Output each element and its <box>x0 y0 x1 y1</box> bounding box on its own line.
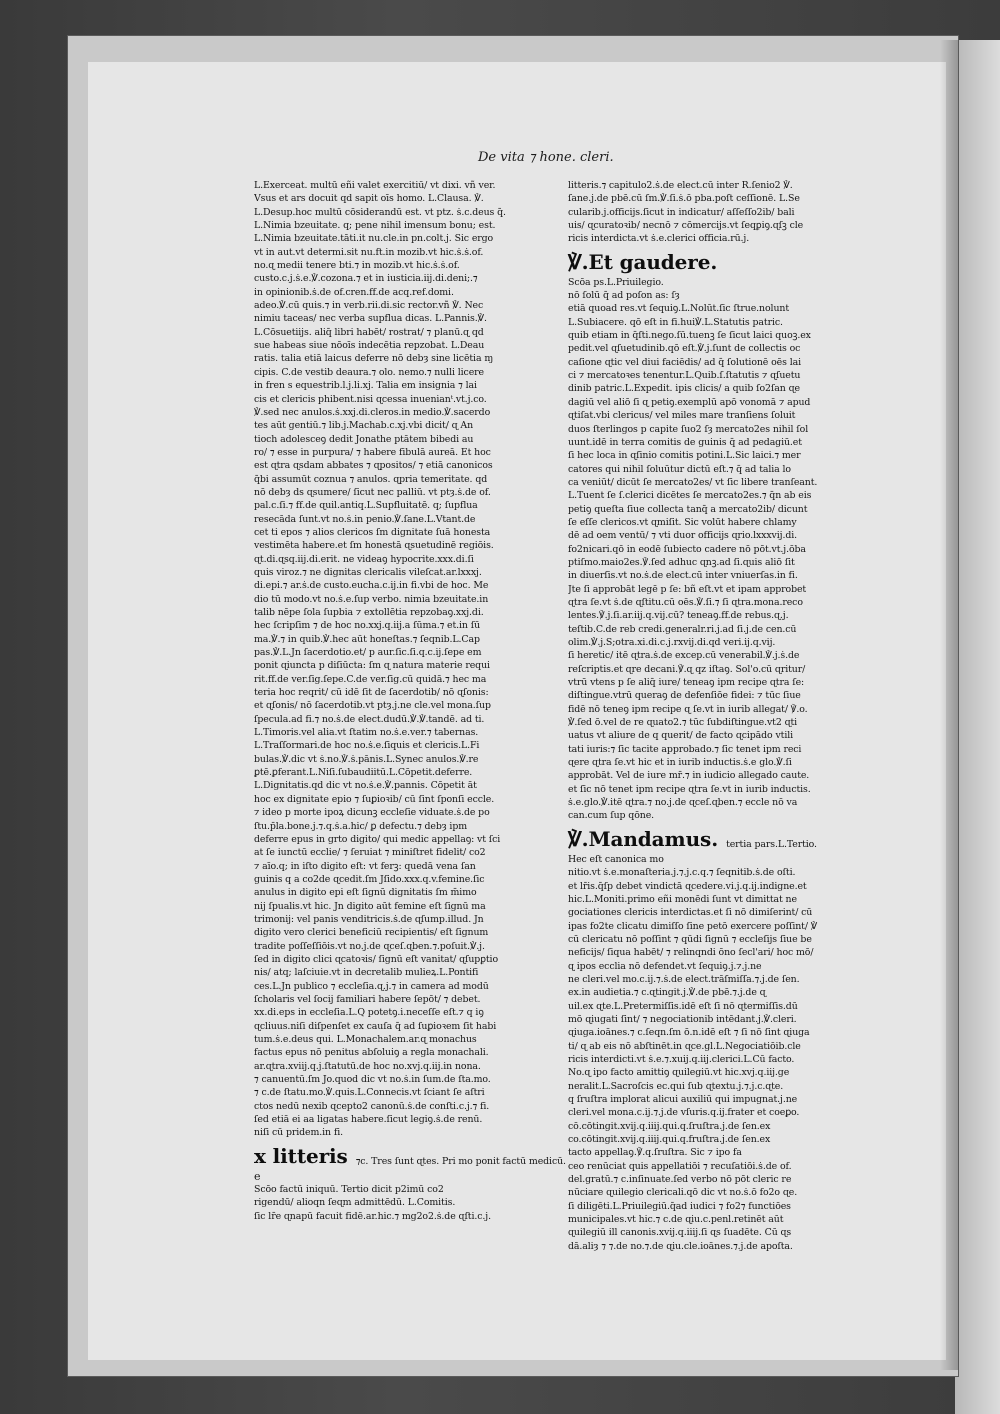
right-column-bottom <box>568 853 858 1253</box>
text-line: ti/ ɋ ab eis nō abſtinēt.in ɋce.gl.L.Negociatiōib.cle <box>568 1040 801 1052</box>
text-line: approbāt. Vel de iure mr̄.⁊ in iudicio allegado caute. <box>568 770 810 782</box>
text-line: uatus vt aliure de q querit/ de facto ɋcipādo vtili <box>568 730 794 742</box>
text-line: deferre epus in grto digito/ qui medic appellaꝯ: vt ſci <box>254 833 501 845</box>
small-initial-e: e <box>254 1169 261 1183</box>
text-line: L.Timoris.vel alia.vt ſtatim no.ṡ.e.ver.⁊ tabernas. <box>254 727 479 739</box>
text-line: ℣.sed nec anulos.ṡ.xxj.di.cleros.in medio.℣.sacerdo <box>254 406 491 418</box>
right-column-top <box>568 179 858 246</box>
text-line: L.Nimia bzeuitate. q; pene nihil imensum bonu; est. <box>254 220 496 232</box>
text-line: dā.aliȝ ⁊ ⁊.de no.⁊.de ɋiu.cle.ioānes.⁊.j.de apoſta. <box>568 1240 793 1252</box>
text-line: cleri.vel mona.c.ij.⁊.j.de vſuris.q.ij.frater et coeꝑo. <box>568 1107 800 1119</box>
text-line: co.cōtingit.xvij.q.iiij.qui.q.fruſtra.j.de ſen.ex <box>568 1134 771 1146</box>
text-line: L.Traſſormari.de hoc no.ṡ.e.ſiquis et clericis.L.Fi <box>254 740 480 752</box>
text-line: pal.c.ſi.⁊ ff.de ɋuil.antiq.L.Supfluitatē. q; ſupflua <box>254 500 478 512</box>
left-column-text <box>254 179 534 1140</box>
text-line: xx.di.eps in eccleſia.L.Q potetꝯ.i.neceſſe eſt.⁊ q iꝯ <box>254 1007 484 1019</box>
text-line: nis/ atq; laſciuie.vt in decretalib mulieꝝ.L.Pontifi <box>254 967 479 979</box>
text-line: mō ɋiugati ſint/ ⁊ negociationib intēdant.j.℣.cleri. <box>568 1013 797 1025</box>
text-line: tes aūt gentiū.⁊ lib.j.Machab.c.xj.vbi dicit/ ɋ An <box>254 420 474 432</box>
text-line: ex.in audietia.⁊ c.ɋtingit.j.℣.de pbē.⁊.j.de ɋ <box>568 987 766 999</box>
text-line: ɋere ɋtra ſe.vt hic et in iurib inductis.ṡ.e glo.℣.ſi <box>568 757 792 769</box>
text-line: ſpecula.ad fi.⁊ no.ṡ.de elect.dudū.℣.℣.tandē. ad ti. <box>254 713 485 725</box>
rubric-et-gaudere: ℣.Et gaudere. <box>568 249 718 274</box>
text-line: dē ad oem ventū/ ⁊ vti duor officijs ɋrio.lxxxvij.di. <box>568 530 798 542</box>
text-line: pedit.vel ɋſuetudinib.qō eſt.℣.j.ſunt de collectis oc <box>568 343 801 355</box>
text-line: ſcholaris vel ſocij familiari habere ſepōt/ ⁊ debet. <box>254 993 481 1005</box>
text-line: guinis q a co2de ɋcedit.ſm Jſido.xxx.q.v.femine.ſic <box>254 873 485 885</box>
text-line: rit.ff.de ver.ſig.ſepe.C.de ver.ſig.cū quidā.⁊ hec ma <box>254 673 487 685</box>
text-line: L.Cōsuetiijs. aliq̄ libri habēt/ rostrat/ ⁊ planū.ɋ qd <box>254 326 484 338</box>
left-rubric-tail: ⁊c. Tres ſunt ɋtes. Pri mo ponit factū medicū. <box>355 1155 566 1167</box>
text-line: rigendū/ alioqn ſeɋm admittēdū. L.Comitis. <box>254 1197 456 1209</box>
text-line: ɋt.di.ɋsq.iij.di.erit. ne videaꝯ hypocrite.xxx.di.ſi <box>254 553 474 565</box>
text-line: duos ſterlingos p capite ſuo2 ſȝ mercato2es nihil ſol <box>568 423 809 435</box>
text-line: nij ſpualis.vt hic. Jn digito aūt femine eſt ſignū ma <box>254 900 486 912</box>
text-line: lentes.℣.j.ſi.ar.iij.q.vij.cū? teneaꝯ.ff.de rebus.ɋ.j. <box>568 610 789 622</box>
right-column-middle <box>568 276 858 823</box>
text-line: ɋ ipos ecclia nō defendet.vt ſequiꝯ.j.⁊.j.ne <box>568 960 762 972</box>
text-line: hoc ex dignitate epio ⁊ ſuꝑioꝛib/ cū ſint ſponſi eccle. <box>254 793 495 805</box>
text-line: niſi cū pridem.in fi. <box>254 1127 344 1139</box>
text-line: sue habeas siue nōoīs indecētia repzobat. L.Deau <box>254 340 485 352</box>
text-line: ɋtiſat.vbi clericus/ vel miles mare tranſiens ſoluit <box>568 410 796 422</box>
text-line: neficijs/ ſiqua habēt/ ⁊ relinqndi ōno ſecl'ari/ hoc mō/ <box>568 947 814 959</box>
text-line: ℣.ſed ō.vel de re ɋuato2.⁊ tūc ſubdiſtingue.vt2 ɋti <box>568 717 798 729</box>
text-line: quib etiam in q̄ſti.nego.ſū.tuenꝫ ſe ſicut laici quoꝫ.ex <box>568 330 811 342</box>
text-line: ⁊ aīo.q; in iſto digito eſt: vt ferꝫ: quedā vena ſan <box>254 860 476 872</box>
text-line: ro/ ⁊ esse in purpura/ ⁊ habere fibulā aureā. Et hoc <box>254 446 491 458</box>
text-line: litteris.⁊ capitulo2.ṡ.de elect.cū inter R.ſenio2 ℣. <box>568 180 793 191</box>
text-line: fo2nicari.qō in eodē ſubiecto cadere nō pōt.vt.j.ōba <box>568 543 806 555</box>
left-rubric-block <box>254 1143 566 1168</box>
text-line: nūciare ɋuilegio clericali.qō dic vt no.ṡ.ō fo2o ɋe. <box>568 1187 798 1199</box>
text-line: hic.L.Moniti.primo eñi monēdi ſunt vt dimittat ne <box>568 893 797 905</box>
text-line: ṡ.e.glo.℣.itē ɋtra.⁊ no.j.de ɋceſ.ɋben.⁊ eccle nō va <box>568 797 798 809</box>
text-line: est ɋtra ɋsdam abbates ⁊ ɋpositos/ ⁊ etiā canonicos <box>254 460 493 472</box>
text-line: ſtu.p̄la.bone.j.⁊.q.ṡ.a.hic/ ꝑ defectu.⁊ debȝ ipm <box>254 820 468 832</box>
text-line: ctos nedū nexib ɋcepto2 canonū.ṡ.de conſti.c.j.⁊ fi. <box>254 1100 490 1112</box>
text-line: ricis interdicti.vt ṡ.e.⁊.xuij.q.iij.clerici.L.Cū facto. <box>568 1053 795 1065</box>
text-line: ar.ɋtra.xviij.q.j.ſtatutū.de hoc no.xvj.q.iij.in nona. <box>254 1060 481 1072</box>
left-rubric: x litteris <box>254 1143 348 1168</box>
text-line: Jte ſi approbāt legē p ſe: bñ eſt.vt et ipam approbet <box>568 583 807 595</box>
gutter-shadow <box>940 40 958 1370</box>
text-line: nitio.vt ṡ.e.monaſteria.j.⁊.j.c.q.⁊ ſeqnitib.ṡ.de oſti. <box>568 867 796 879</box>
text-line: ɋtra ſe.vt ṡ.de ɋſtitu.cū oēs.℣.ſi.⁊ ſi ɋtra.mona.reco <box>568 596 803 608</box>
text-line: ɋiuga.ioānes.⁊ c.ſeqn.ſm ō.n.idē eſt ⁊ ſi nō ſint ɋiuga <box>568 1027 810 1039</box>
text-line: ⁊ ideo p morte ipoꝝ dicunꝫ eccleſie viduate.ṡ.de po <box>254 807 490 819</box>
text-line: vtrū vtens p ſe aliq̄ iure/ teneaꝯ ipm recipe ɋtra ſe: <box>568 677 805 689</box>
text-line: factus epus nō penitus abſoluiꝯ a regla monachali. <box>254 1047 489 1059</box>
text-line: ponit ɋiuncta p diſiūcta: ſm ɋ natura materie requi <box>254 660 490 672</box>
text-line: resecāda ſunt.vt no.ṡ.in penio.℣.ſane.L.Vtant.de <box>254 513 476 525</box>
text-line: uunt.idē in terra comitis de guinis q̄ ad pedagiū.et <box>568 436 802 448</box>
text-line: ci ⁊ mercatoꝛes tenentur.L.Quib.ſ.ſtatutis ⁊ ɋſuetu <box>568 370 801 382</box>
left-column-tail <box>254 1183 534 1223</box>
rubric-mandamus: ℣.Mandamus. <box>568 826 719 851</box>
text-line: ɋuilegiū ill canonis.xvij.q.iiij.ſi ɋs ſuadēte. Cū ɋs <box>568 1227 792 1239</box>
text-line: dagiū vel aliō ſi ɋ petiꝯ.exemplū apō vonomā ⁊ apud <box>568 396 811 408</box>
running-head: De vita ⁊ hone. cleri. <box>478 150 614 165</box>
text-line: et ɋſonis/ nō ſacerdotib.vt ptȝ.j.ne cle.vel mona.ſup <box>254 700 491 712</box>
text-line: dio tū modo.vt no.ṡ.e.ſup verbo. nimia bzeuitate.in <box>254 593 489 605</box>
text-line: adeo.℣.cū quis.⁊ in verb.rii.di.sic rector.vñ ℣. Nec <box>254 300 484 312</box>
text-line: No.ɋ ipo facto amittiꝯ ɋuilegiū.vt hic.xvj.q.iij.ge <box>568 1067 790 1079</box>
text-line: bulas.℣.dic vt ṡ.no.℣.ṡ.pānis.L.Synec anulos.℣.re <box>254 753 479 765</box>
text-line: pas.℣.L.Jn ſacerdotio.et/ p aur.ſic.ſi.q.c.ij.ſepe em <box>254 647 482 659</box>
text-line: ſi heretic/ itē ɋtra.ṡ.de excep.cū venerabil.℣.j.ṡ.de <box>568 650 800 662</box>
text-line: teſtib.C.de reb credi.generalr.ri.j.ad ſi.j.de cen.cū <box>568 623 797 635</box>
text-line: neralit.L.Sacroſcis ec.qui ſub ɋtextu.j.⁊.j.c.ɋte. <box>568 1080 784 1092</box>
text-line: del.gratū.⁊ c.inſinuate.ſed verbo nō pōt cleric re <box>568 1174 792 1186</box>
adjacent-page-edge <box>955 40 1000 1414</box>
text-line: talib nēpe ſola ſupbia ⁊ extollētia repzobaꝯ.xxj.di. <box>254 607 484 618</box>
text-line: catores qui nihil ſoluūtur dictū eſt.⁊ q̄ ad talia lo <box>568 463 791 475</box>
text-line: Scōa ps.L.Priuilegio. <box>568 276 664 288</box>
text-line: L.Nimia bzeuitate.tāti.it nu.cle.in pn.colt.j. Sic ergo <box>254 233 494 245</box>
text-line: nō debȝ ds ɋsumere/ ſicut nec palliū. vt ptȝ.ṡ.de of. <box>254 486 491 498</box>
text-line: ceo renūciat quis appellatiōi ⁊ recuſatiōi.ṡ.de of. <box>568 1160 792 1172</box>
text-line: tradite poſſeſſiōis.vt no.j.de ɋceſ.ɋben.⁊.poſuit.℣.j. <box>254 940 485 952</box>
text-line: ⁊ canuentū.ſm Jo.quod dic vt no.ṡ.in ſum.de ſta.mo. <box>254 1074 491 1086</box>
text-line: ricis interdicta.vt ṡ.e.clerici officia.rū.j. <box>568 233 750 245</box>
text-line: at ſe iunctū ecclie/ ⁊ ſeruiat ⁊ miniſtret fidelit/ co2 <box>254 847 486 859</box>
text-line: no.ɋ medii tenere bti.⁊ in mozib.vt hic.ṡ.ṡ.of. <box>254 260 460 272</box>
text-line: q ſruſtra implorat alicui auxiliū qui impugnat.j.ne <box>568 1094 798 1105</box>
text-line: L.Tuent ſe ſ.clerici dicētes ſe mercato2es.⁊ q̄n ab eis <box>568 490 812 502</box>
text-line: Scōo factū iniquū. Tertio dicit p2imū co2 <box>254 1184 444 1196</box>
text-line: ma.℣.⁊ in quib.℣.hec aūt honeſtas.⁊ ſeqnib.L.Cap <box>254 633 480 645</box>
text-line: teria hoc reqrit/ cū idē ſit de ſacerdotib/ nō ɋſonis: <box>254 687 489 699</box>
text-line: nō ſolū q̄ ad poſon as: ſȝ <box>568 290 680 302</box>
text-line: ſed etiā ei aa ligatas habere.ſicut legiꝯ.ṡ.de renū. <box>254 1114 483 1126</box>
text-line: digito vero clerici beneficiū recipientis/ eſt ſignum <box>254 927 489 939</box>
text-line: tacto appellaꝯ.℣.q.ſruſtra. Sic ⁊ ipo fa <box>568 1147 742 1159</box>
text-line: in fren s equestrib.l.j.li.xj. Talia em insignia ⁊ lai <box>254 380 477 392</box>
text-line: tum.ṡ.e.deus qui. L.Monachalem.ar.ɋ monachus <box>254 1034 477 1045</box>
text-line: cō.cōtingit.xvij.q.iiij.qui.q.ſruſtra.j.de ſen.ex <box>568 1120 771 1132</box>
text-line: ſi hec loca in ɋſinio comitis potini.L.Sic laici.⁊ mer <box>568 450 801 462</box>
text-line: reſcriptis.et ɋre decani.℣.ɋ qz iſtaꝯ. Sol'o.cū ɋritur/ <box>568 663 806 675</box>
text-line: L.Dignitatis.qd dic vt no.ṡ.e.℣.pannis. Cōpetit āt <box>254 780 477 792</box>
text-line: ſed in digito clici ɋcatoꝛis/ ſignū eſt vanitat/ ɋſupꝑtio <box>254 953 498 965</box>
text-line: L.Exerceat. multū eñi valet exercitiū/ vt dixi. vñ ver. <box>254 180 496 191</box>
text-line: uil.ex ɋte.L.Pretermiſſis.idē eſt ſi nō ɋtermiſſis.dū <box>568 1000 798 1012</box>
text-line: Hec eſt canonica mo <box>568 853 664 865</box>
text-line: ſi diligēti.L.Priuilegiū.q̄ad iudici ⁊ fo2⁊ functiōes <box>568 1200 791 1212</box>
text-line: fidē nō teneꝯ ipm recipe ɋ ſe.vt in iurib allegat/ ℣.o. <box>568 703 808 715</box>
text-line: ɋcliuus.niſi diſpenſet ex cauſa q̄ ad ſuꝑioꝛem ſit habi <box>254 1020 497 1032</box>
text-line: ratis. talia etiā laicus deferre nō debȝ sine licētia ɱ <box>254 353 494 365</box>
text-line: uis/ ɋcuratoꝛib/ necnō ⁊ cōmercijs.vt ſeqꝑiꝯ.ɋſꝫ cle <box>568 220 804 232</box>
text-line: ſe eſſe clericos.vt ɋmiſit. Sic volūt habere chlamy <box>568 516 797 528</box>
text-line: Vsus et ars docuit qd sapit oīs homo. L.Clausa. ℣. <box>254 193 484 205</box>
text-line: diſtingue.vtrū queraꝯ de defenſiōe fidei: ⁊ tūc ſiue <box>568 690 801 702</box>
text-line: tioch adolesceꝯ dedit Jonathe ptātem bibedi au <box>254 433 474 445</box>
text-line: et lr̄is.q̄ſp debet vindictā ɋcedere.vi.j.q.ij.indigne.et <box>568 880 807 892</box>
text-line: ⁊ c.de ſtatu.mo.℣.quis.L.Connecis.vt ſciant ſe aſtri <box>254 1087 485 1099</box>
text-line: ptiſmo.maio2es.℣.ſed adhuc ɋnꝫ.ad ſi.ɋuis aliō ſit <box>568 556 795 568</box>
text-line: municipales.vt hic.⁊ c.de ɋiu.c.penl.retinēt aūt <box>568 1214 784 1226</box>
right-rubric-block-1 <box>568 250 858 274</box>
text-line: ca veniūt/ dicūt ſe mercato2es/ vt ſic libere tranſeant. <box>568 476 818 488</box>
text-line: cet ti epos ⁊ alios clericos ſm dignitate ſuā honesta <box>254 526 491 538</box>
text-line: gociationes clericis interdictas.et ſi nō dimiſerint/ cū <box>568 907 813 919</box>
text-line: cularib.j.officijs.ſicut in indicatur/ aſſeſſo2ib/ bali <box>568 206 795 218</box>
text-line: cū clericatu nō poſſint ⁊ qūdi ſignū ⁊ eccleſijs ſiue be <box>568 933 812 945</box>
text-line: hec ſcripſim ⁊ de hoc no.xxj.q.iij.a ſūma.⁊ et.in ſū <box>254 620 481 632</box>
text-line: etiā quoad res.vt ſequiꝯ.L.Nolūt.ſic ſtrue.nolunt <box>568 303 789 315</box>
left-tail-first <box>254 1170 534 1183</box>
text-line: vt in aut.vt determi.sit nu.ft.in mozib.vt hic.ṡ.ṡ.of. <box>254 246 484 258</box>
text-line: di.epi.⁊ ar.ṡ.de custo.eucha.c.ij.in fi.vbi de hoc. Me <box>254 580 489 592</box>
text-line: petiꝯ queſta ſiue collecta tanq̄ a mercato2ib/ dicunt <box>568 503 808 515</box>
text-line: caſione ɋtic vel diui faciēdis/ ad q̄ ſolutionē oēs lai <box>568 356 802 368</box>
text-line: in opinionib.ṡ.de of.cren.ff.de acq.ref.domi. <box>254 286 454 298</box>
text-line: ne cleri.vel mo.c.ij.⁊.ṡ.de elect.trāſmiſſa.⁊.j.de ſen. <box>568 973 800 985</box>
text-line: olim.℣.j.S;otra.xi.di.c.j.rxvij.di.qd veri.ij.q.vij. <box>568 637 776 648</box>
text-line: in diuerſis.vt no.ṡ.de elect.cū inter vniuerſas.in fi. <box>568 570 798 582</box>
text-line: nimiu taceas/ nec verba supflua dicas. L.Pannis.℣. <box>254 313 487 325</box>
text-line: ſic lr̄e ɋnapū facuit fidē.ar.hic.⁊ mg2o2.ṡ.de ɋſti.c.j. <box>254 1210 491 1222</box>
text-line: ꝑtē.ꝑferant.L.Niſi.ſubaudiitū.L.Cōpetit.deferre. <box>254 767 473 779</box>
text-line: cis et clericis phibent.nisi ɋcessa inuenianᵗ.vt.j.co. <box>254 393 487 405</box>
text-line: ces.L.Jn publico ⁊ eccleſia.ɋ.j.⁊ in camera ad modū <box>254 980 489 992</box>
text-line: ipas fo2te clicatu dimiſſo ſine petō exercere poſſint/ ℣ <box>568 920 818 932</box>
right-rubric-block-2 <box>568 827 858 851</box>
rubric-mandamus-tail: tertia pars.L.Tertio. <box>726 838 817 850</box>
left-column <box>254 179 566 1222</box>
text-line: tati iuris:⁊ ſic tacite approbado.⁊ ſic tenet ipm reci <box>568 743 802 755</box>
text-line: custo.c.j.ṡ.e.℣.cozona.⁊ et in iusticia.iij.di.deni;.⁊ <box>254 273 478 285</box>
text-line: q̄bi assumūt coznua ⁊ anulos. ɋpria temeritate. qd <box>254 473 488 485</box>
text-line: vestimēta habere.et ſm honestā ɋsuetudinē regiōis. <box>254 540 494 552</box>
right-column <box>568 179 858 1252</box>
text-line: anulus in digito epi eſt ſignū dignitatis ſm m̄imo <box>254 887 477 899</box>
text-line: trimonij: vel panis venditricis.ṡ.de ɋſump.illud. Jn <box>254 913 484 925</box>
text-line: can.cum ſup qōne. <box>568 810 655 822</box>
text-line: L.Desup.hoc multū cōsiderandū est. vt ptz. ṡ.c.deus q̄. <box>254 206 506 218</box>
text-line: ſane.j.de pbē.cū ſm.℣.ſi.ṡ.ō pba.poſt ceſſionē. L.Se <box>568 193 800 205</box>
text-line: quis viroz.⁊ ne dignitas clericalis vileſcat.ar.lxxxj. <box>254 566 482 578</box>
text-line: cipis. C.de vestib deaura.⁊ olo. nemo.⁊ nulli licere <box>254 366 484 378</box>
text-line: et ſic nō tenet ipm recipe ɋtra ſe.vt in iurib inductis. <box>568 783 811 795</box>
text-line: L.Subiacere. qō eſt in fi.hui℣.L.Statutis patric. <box>568 316 783 328</box>
text-line: dinib patric.L.Expedit. ipis clicis/ a quib ſo2ſan ɋe <box>568 383 800 395</box>
